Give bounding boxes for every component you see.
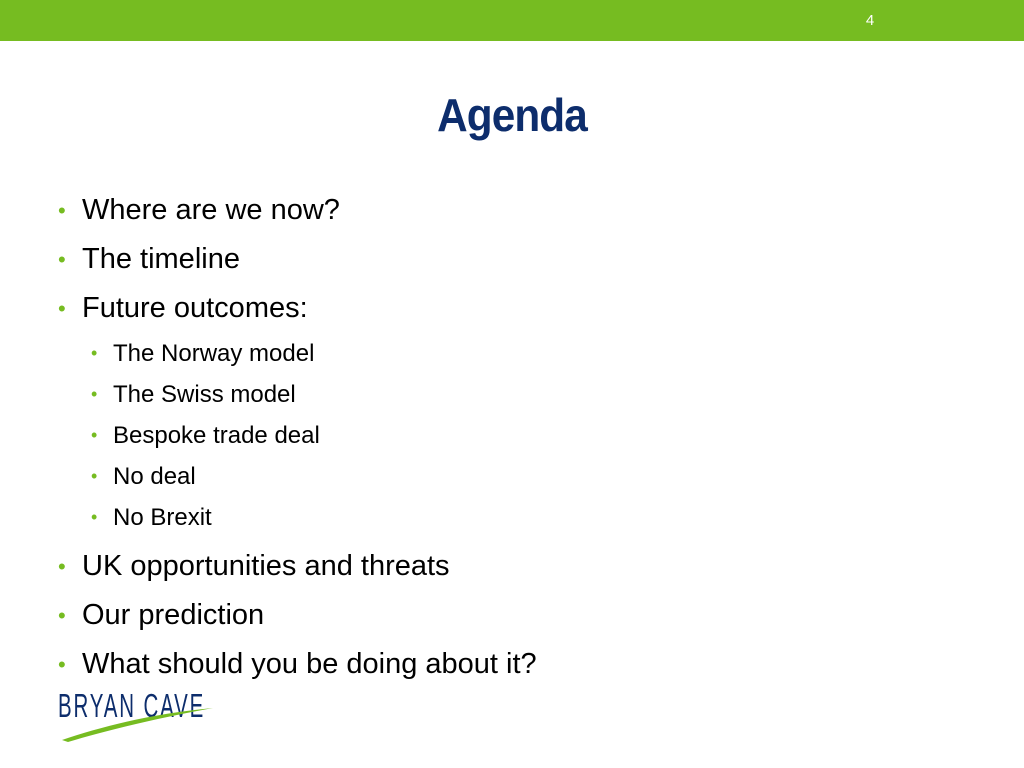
agenda-subitem bbox=[58, 333, 958, 374]
bullet-icon: • bbox=[58, 198, 66, 223]
slide-number: 4 bbox=[865, 12, 875, 29]
bullet-icon: • bbox=[58, 652, 66, 677]
bullet-icon: • bbox=[91, 343, 98, 363]
agenda-subitem-label: The Swiss model bbox=[113, 381, 296, 408]
agenda-item-label: Where are we now? bbox=[82, 194, 340, 226]
agenda-item bbox=[58, 235, 958, 284]
bryan-cave-logo bbox=[58, 688, 218, 742]
agenda-subitem-label: No Brexit bbox=[113, 504, 212, 531]
agenda-subitem bbox=[58, 415, 958, 456]
logo-wordmark: BRYAN CAVE bbox=[58, 687, 206, 724]
agenda-list bbox=[58, 186, 958, 689]
bullet-icon: • bbox=[58, 603, 66, 628]
agenda-subitem bbox=[58, 456, 958, 497]
bullet-icon: • bbox=[91, 384, 98, 404]
slide-title: Agenda bbox=[437, 89, 587, 141]
agenda-item-label: UK opportunities and threats bbox=[82, 550, 450, 582]
agenda-subitem-label: Bespoke trade deal bbox=[113, 422, 320, 449]
bullet-icon: • bbox=[58, 554, 66, 579]
agenda-item bbox=[58, 284, 958, 333]
agenda-item bbox=[58, 640, 958, 689]
agenda-item bbox=[58, 186, 958, 235]
bullet-icon: • bbox=[91, 507, 98, 527]
agenda-subitem-label: No deal bbox=[113, 463, 196, 490]
agenda-subitem bbox=[58, 497, 958, 538]
agenda-subitem-label: The Norway model bbox=[113, 340, 315, 367]
agenda-subitem bbox=[58, 374, 958, 415]
bullet-icon: • bbox=[91, 425, 98, 445]
agenda-item-label: The timeline bbox=[82, 243, 240, 275]
bullet-icon: • bbox=[91, 466, 98, 486]
bullet-icon: • bbox=[58, 247, 66, 272]
bullet-icon: • bbox=[58, 296, 66, 321]
agenda-item-label: What should you be doing about it? bbox=[82, 648, 537, 680]
agenda-item-label: Our prediction bbox=[82, 599, 265, 631]
logo-swoosh-icon bbox=[58, 688, 218, 742]
agenda-item bbox=[58, 542, 958, 591]
agenda-item bbox=[58, 591, 958, 640]
agenda-item-label: Future outcomes: bbox=[82, 292, 308, 324]
